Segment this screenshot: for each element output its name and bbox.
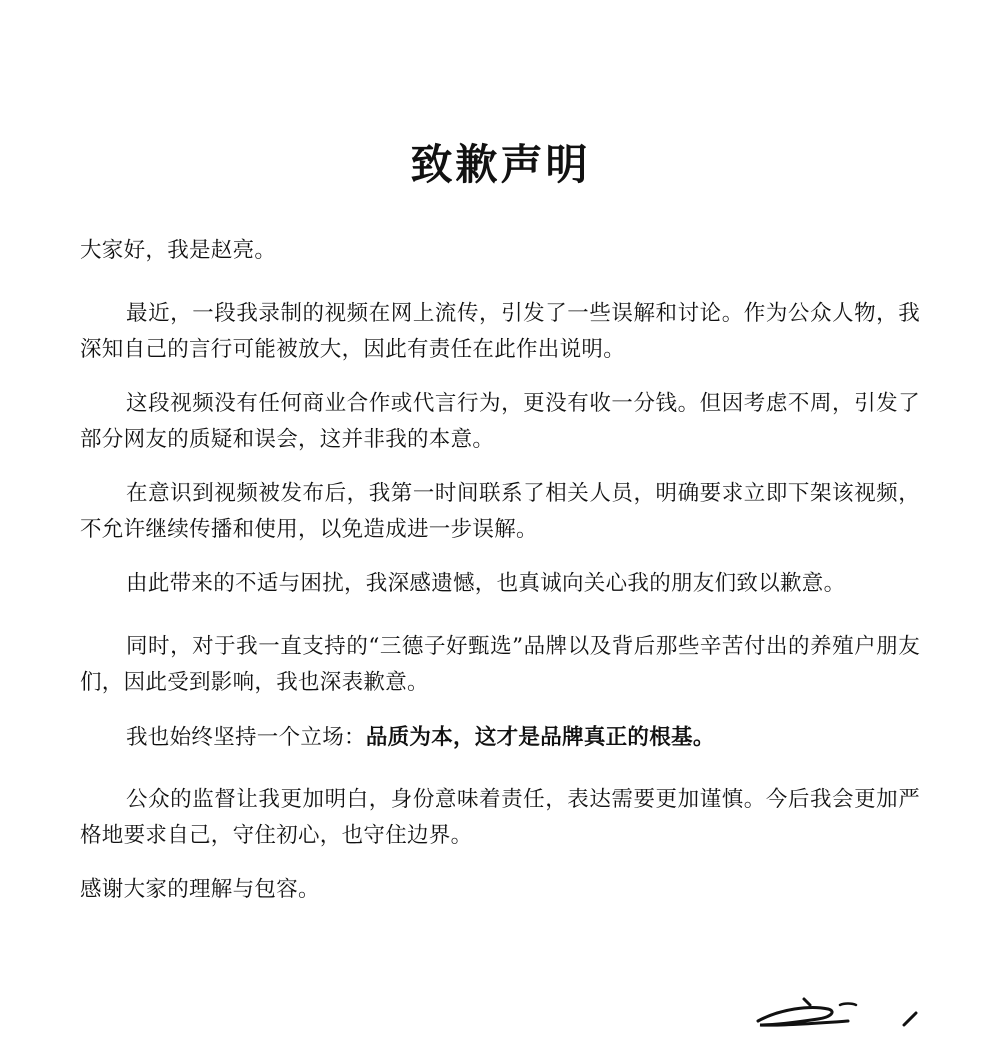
- stance-paragraph: [80, 720, 920, 756]
- paragraph-4: 由此带来的不适与困扰，我深感遗憾，也真诚向关心我的朋友们致以歉意。: [126, 571, 846, 596]
- paragraph-3: 在意识到视频被发布后，我第一时间联系了相关人员，明确要求立即下架该视频，不允许继续传播和使用，以免造成进一步误解。: [80, 481, 920, 542]
- paragraph-6: 公众的监督让我更加明白，身份意味着责任，表达需要更加谨慎。今后我会更加严格地要求自己，守住初心，也守住边界。: [80, 787, 920, 848]
- document-title: 致歉声明: [410, 140, 591, 189]
- greeting: 大家好，我是赵亮。: [80, 238, 277, 263]
- stance-prefix: 我也始终坚持一个立场：: [126, 725, 366, 750]
- paragraph-5: 同时，对于我一直支持的“三德子好甄选”品牌以及背后那些辛苦付出的养殖户朋友们，因此受到影响，我也深表歉意。: [80, 634, 920, 695]
- paragraph-2: 这段视频没有任何商业合作或代言行为，更没有收一分钱。但因考虑不周，引发了部分网友的质疑和误会，这并非我的本意。: [80, 391, 920, 452]
- paragraph-1: 最近，一段我录制的视频在网上流传，引发了一些误解和讨论。作为公众人物，我深知自己的言行可能被放大，因此有责任在此作出说明。: [80, 301, 920, 362]
- stance-bold: 品质为本，这才是品牌真正的根基。: [365, 725, 715, 750]
- signature-mark: [740, 995, 940, 1045]
- closing: 感谢大家的理解与包容。: [80, 877, 320, 902]
